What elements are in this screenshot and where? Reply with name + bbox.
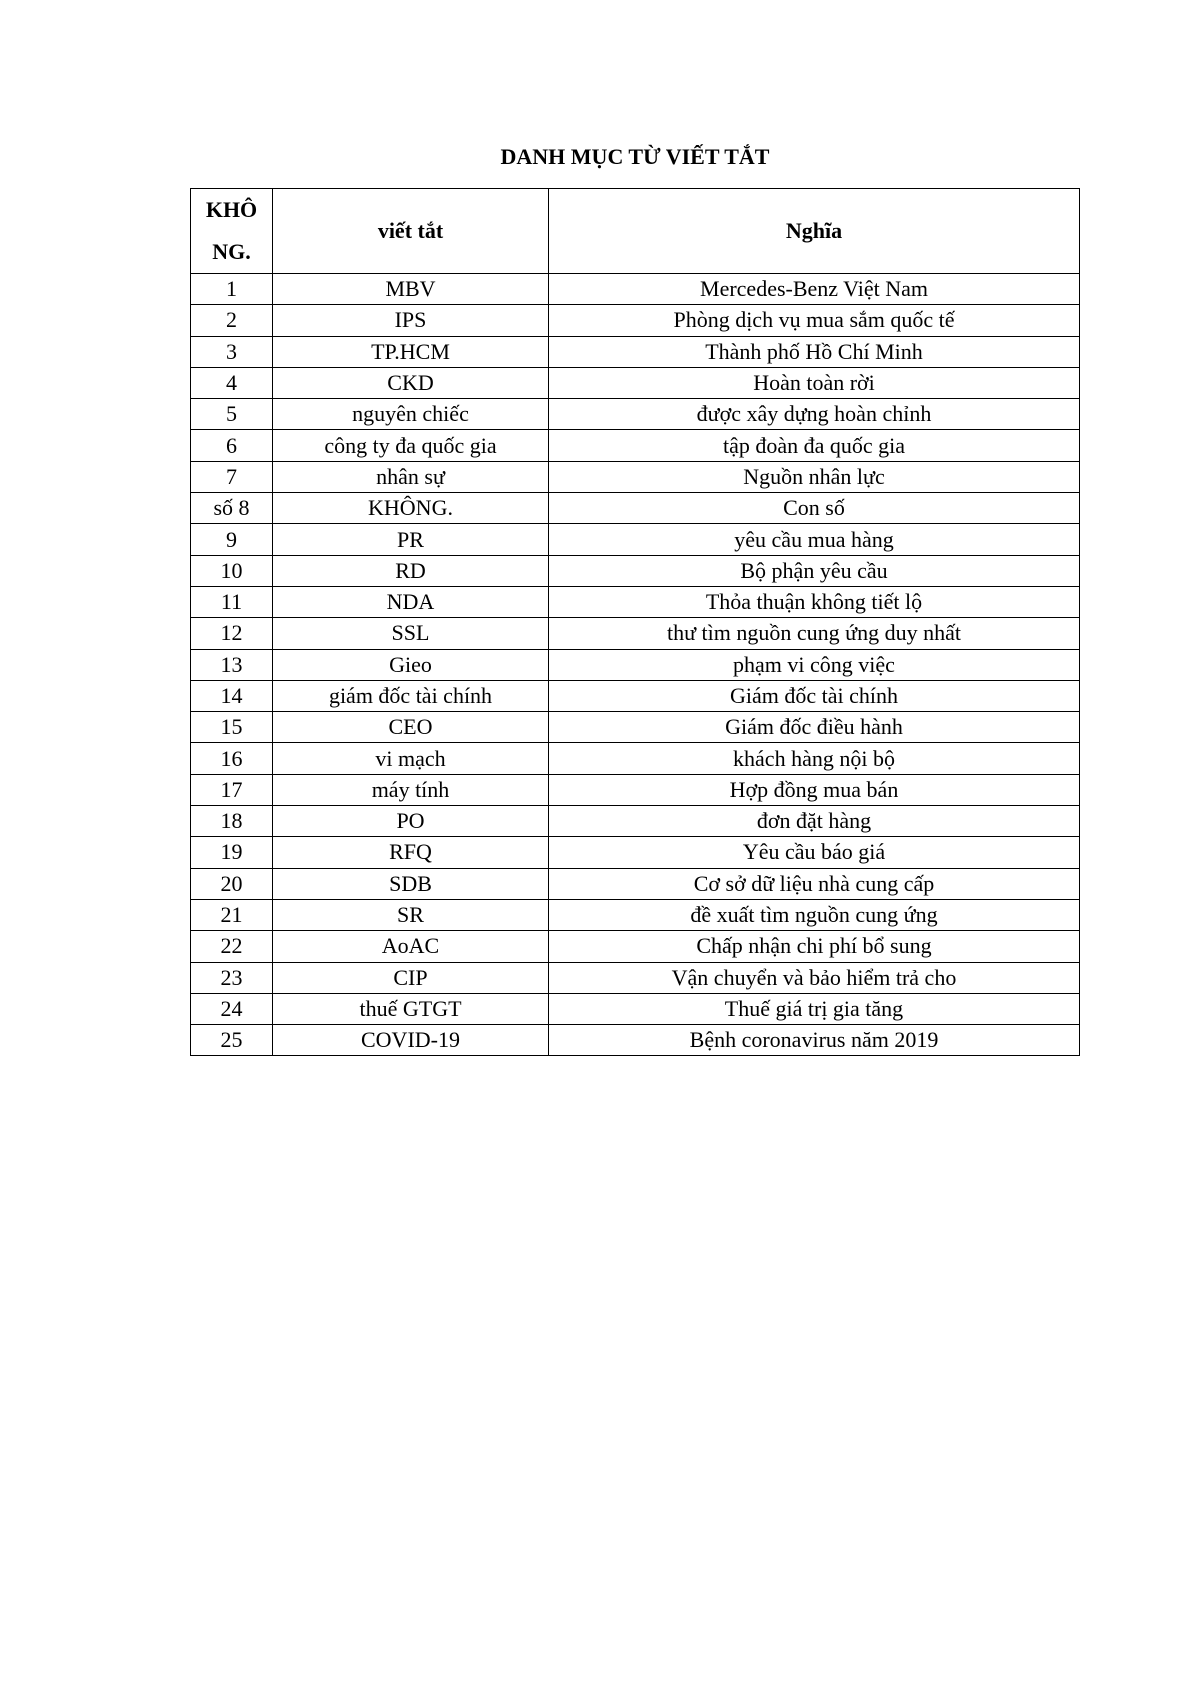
table-row <box>191 461 1080 492</box>
table-row <box>191 712 1080 743</box>
header-abbreviation: viết tắt <box>273 189 549 274</box>
table-row <box>191 430 1080 461</box>
cell-abbreviation: CKD <box>273 367 549 398</box>
cell-abbreviation: PR <box>273 524 549 555</box>
cell-meaning: phạm vi công việc <box>549 649 1080 680</box>
cell-meaning: Hoàn toàn rời <box>549 367 1080 398</box>
cell-meaning: Chấp nhận chi phí bổ sung <box>549 931 1080 962</box>
table-row <box>191 555 1080 586</box>
cell-meaning: Phòng dịch vụ mua sắm quốc tế <box>549 305 1080 336</box>
cell-meaning: Mercedes-Benz Việt Nam <box>549 274 1080 305</box>
table-row <box>191 336 1080 367</box>
cell-abbreviation: thuế GTGT <box>273 993 549 1024</box>
cell-meaning: Giám đốc điều hành <box>549 712 1080 743</box>
cell-meaning: đề xuất tìm nguồn cung ứng <box>549 899 1080 930</box>
cell-number: 24 <box>191 993 273 1024</box>
cell-abbreviation: CIP <box>273 962 549 993</box>
cell-meaning: Con số <box>549 493 1080 524</box>
cell-number: 5 <box>191 399 273 430</box>
table-row <box>191 399 1080 430</box>
cell-meaning: Cơ sở dữ liệu nhà cung cấp <box>549 868 1080 899</box>
table-header <box>191 189 1080 274</box>
cell-abbreviation: Gieo <box>273 649 549 680</box>
table-row <box>191 274 1080 305</box>
cell-number: 7 <box>191 461 273 492</box>
table-row <box>191 305 1080 336</box>
cell-meaning: Nguồn nhân lực <box>549 461 1080 492</box>
cell-meaning: Yêu cầu báo giá <box>549 837 1080 868</box>
table-row <box>191 837 1080 868</box>
cell-number: 19 <box>191 837 273 868</box>
cell-number: 25 <box>191 1025 273 1056</box>
table-row <box>191 649 1080 680</box>
cell-number: 20 <box>191 868 273 899</box>
cell-number: 23 <box>191 962 273 993</box>
table-row <box>191 993 1080 1024</box>
cell-abbreviation: MBV <box>273 274 549 305</box>
table-row <box>191 367 1080 398</box>
table-row <box>191 586 1080 617</box>
table-row <box>191 774 1080 805</box>
header-number: KHÔ NG. <box>191 189 273 274</box>
table-row <box>191 493 1080 524</box>
table-row <box>191 680 1080 711</box>
cell-number: số 8 <box>191 493 273 524</box>
header-meaning: Nghĩa <box>549 189 1080 274</box>
cell-abbreviation: PO <box>273 806 549 837</box>
table-row <box>191 618 1080 649</box>
cell-abbreviation: công ty đa quốc gia <box>273 430 549 461</box>
cell-abbreviation: IPS <box>273 305 549 336</box>
cell-meaning: Bệnh coronavirus năm 2019 <box>549 1025 1080 1056</box>
table-body <box>191 274 1080 1056</box>
table-row <box>191 868 1080 899</box>
table-row <box>191 806 1080 837</box>
cell-meaning: Vận chuyển và bảo hiểm trả cho <box>549 962 1080 993</box>
table-row <box>191 899 1080 930</box>
cell-abbreviation: RFQ <box>273 837 549 868</box>
cell-meaning: đơn đặt hàng <box>549 806 1080 837</box>
table-row <box>191 1025 1080 1056</box>
cell-abbreviation: giám đốc tài chính <box>273 680 549 711</box>
cell-number: 4 <box>191 367 273 398</box>
cell-abbreviation: NDA <box>273 586 549 617</box>
cell-number: 1 <box>191 274 273 305</box>
cell-meaning: tập đoàn đa quốc gia <box>549 430 1080 461</box>
cell-abbreviation: SR <box>273 899 549 930</box>
table-row <box>191 524 1080 555</box>
table-row <box>191 743 1080 774</box>
cell-number: 18 <box>191 806 273 837</box>
cell-number: 21 <box>191 899 273 930</box>
cell-number: 10 <box>191 555 273 586</box>
cell-abbreviation: máy tính <box>273 774 549 805</box>
cell-meaning: Thỏa thuận không tiết lộ <box>549 586 1080 617</box>
cell-abbreviation: AoAC <box>273 931 549 962</box>
cell-abbreviation: SSL <box>273 618 549 649</box>
table-row <box>191 931 1080 962</box>
cell-number: 3 <box>191 336 273 367</box>
cell-number: 16 <box>191 743 273 774</box>
cell-number: 9 <box>191 524 273 555</box>
cell-number: 17 <box>191 774 273 805</box>
cell-abbreviation: KHÔNG. <box>273 493 549 524</box>
cell-abbreviation: nhân sự <box>273 461 549 492</box>
cell-meaning: khách hàng nội bộ <box>549 743 1080 774</box>
cell-meaning: yêu cầu mua hàng <box>549 524 1080 555</box>
cell-meaning: được xây dựng hoàn chỉnh <box>549 399 1080 430</box>
cell-meaning: Thuế giá trị gia tăng <box>549 993 1080 1024</box>
header-row <box>191 189 1080 274</box>
cell-meaning: thư tìm nguồn cung ứng duy nhất <box>549 618 1080 649</box>
cell-number: 13 <box>191 649 273 680</box>
cell-number: 6 <box>191 430 273 461</box>
cell-abbreviation: CEO <box>273 712 549 743</box>
table-row <box>191 962 1080 993</box>
cell-abbreviation: vi mạch <box>273 743 549 774</box>
cell-abbreviation: SDB <box>273 868 549 899</box>
cell-abbreviation: COVID-19 <box>273 1025 549 1056</box>
cell-abbreviation: TP.HCM <box>273 336 549 367</box>
cell-meaning: Hợp đồng mua bán <box>549 774 1080 805</box>
cell-number: 11 <box>191 586 273 617</box>
abbreviation-table <box>190 188 1080 1056</box>
cell-number: 12 <box>191 618 273 649</box>
cell-meaning: Giám đốc tài chính <box>549 680 1080 711</box>
cell-abbreviation: nguyên chiếc <box>273 399 549 430</box>
cell-number: 2 <box>191 305 273 336</box>
cell-meaning: Thành phố Hồ Chí Minh <box>549 336 1080 367</box>
cell-number: 15 <box>191 712 273 743</box>
cell-number: 14 <box>191 680 273 711</box>
cell-meaning: Bộ phận yêu cầu <box>549 555 1080 586</box>
page-title: DANH MỤC TỪ VIẾT TẮT <box>500 144 770 169</box>
cell-number: 22 <box>191 931 273 962</box>
cell-abbreviation: RD <box>273 555 549 586</box>
